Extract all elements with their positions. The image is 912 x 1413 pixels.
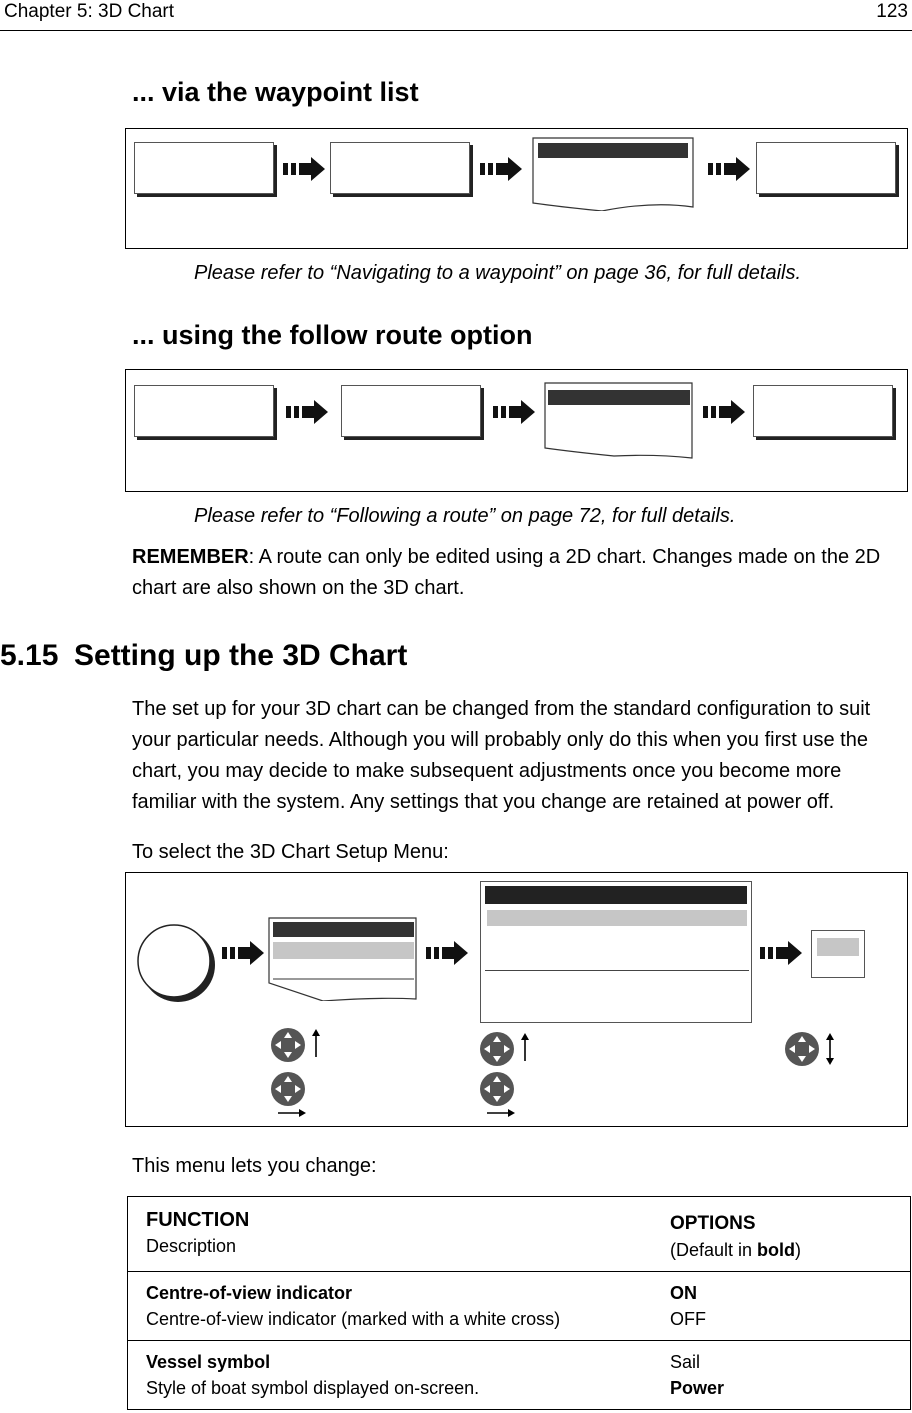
page-number: 123 (876, 1, 908, 22)
header-default-note: (Default in bold) (670, 1240, 802, 1260)
remember-text: : A route can only be edited using a 2D chart. Changes made on the 2D chart are also shown on the 3D chart. (132, 546, 881, 599)
option-selected (817, 938, 859, 956)
waypoint-caption: Please refer to “Navigating to a waypoint” on page 36, for full details. (194, 262, 802, 284)
arrow-right-icon (284, 398, 330, 426)
trackpad-right-icon (270, 1071, 330, 1124)
row-function-name: Vessel symbol (146, 1352, 271, 1372)
trackpad-up-icon (479, 1031, 539, 1076)
select-intro: To select the 3D Chart Setup Menu: (132, 841, 449, 863)
setup-dialog (480, 881, 752, 1023)
main-menu-popup (268, 917, 418, 1006)
popup-menu (532, 137, 694, 216)
setup-menu-diagram (125, 872, 908, 1127)
row-option-default: ON (670, 1283, 697, 1303)
softkey-3 (753, 385, 893, 437)
arrow-right-icon (478, 155, 524, 183)
section-title: Setting up the 3D Chart (74, 639, 408, 672)
option-box (811, 930, 865, 978)
softkey-2 (341, 385, 481, 437)
arrow-right-icon (758, 939, 804, 967)
remember-label: REMEMBER (132, 546, 249, 568)
header-options: OPTIONS (670, 1213, 756, 1234)
arrow-right-icon (706, 155, 752, 183)
row-description: Style of boat symbol displayed on-screen. (146, 1378, 480, 1398)
row-option: Sail (670, 1352, 701, 1372)
section-number: 5.15 (0, 639, 59, 672)
trackpad-updown-icon (784, 1031, 844, 1076)
menu-intro: This menu lets you change: (132, 1155, 377, 1177)
arrow-right-icon (281, 155, 327, 183)
arrow-right-icon (424, 939, 470, 967)
remember-note (132, 542, 902, 604)
header-description: Description (146, 1236, 237, 1256)
waypoint-diagram (125, 128, 908, 249)
chapter-title: Chapter 5: 3D Chart (4, 1, 175, 22)
dialog-selected-row (487, 910, 747, 926)
softkey-1 (134, 385, 274, 437)
trackpad-right-icon (479, 1071, 539, 1124)
route-heading: ... using the follow route option (132, 320, 533, 350)
table-header-row (128, 1197, 911, 1272)
route-diagram (125, 369, 908, 492)
softkey-1 (134, 142, 274, 194)
arrow-right-icon (220, 939, 266, 967)
row-option-default: Power (670, 1378, 725, 1398)
trackpad-up-icon (270, 1027, 330, 1072)
dialog-title-bar (485, 886, 747, 904)
arrow-right-icon (491, 398, 537, 426)
table-row (128, 1341, 911, 1410)
function-table (127, 1196, 911, 1410)
table-row (128, 1272, 911, 1341)
row-function-name: Centre-of-view indicator (146, 1283, 353, 1303)
row-description: Centre-of-view indicator (marked with a white cross) (146, 1309, 561, 1329)
menu-knob-icon (136, 923, 218, 1010)
popup-menu (544, 382, 694, 465)
softkey-3 (756, 142, 896, 194)
setup-paragraph: The set up for your 3D chart can be changed from the standard configuration to suit your particular needs. Although you will probably only do this when you first use the chart, you may decide to make subsequent adjustments once you become more familiar with the system. Any settings that you change are retained at power off. (132, 698, 871, 813)
dialog-divider (485, 970, 749, 971)
route-caption: Please refer to “Following a route” on page 72, for full details. (194, 505, 736, 527)
row-option: OFF (670, 1309, 706, 1329)
softkey-2 (330, 142, 470, 194)
waypoint-heading: ... via the waypoint list (132, 77, 419, 107)
header-function: FUNCTION (146, 1209, 250, 1231)
arrow-right-icon (701, 398, 747, 426)
